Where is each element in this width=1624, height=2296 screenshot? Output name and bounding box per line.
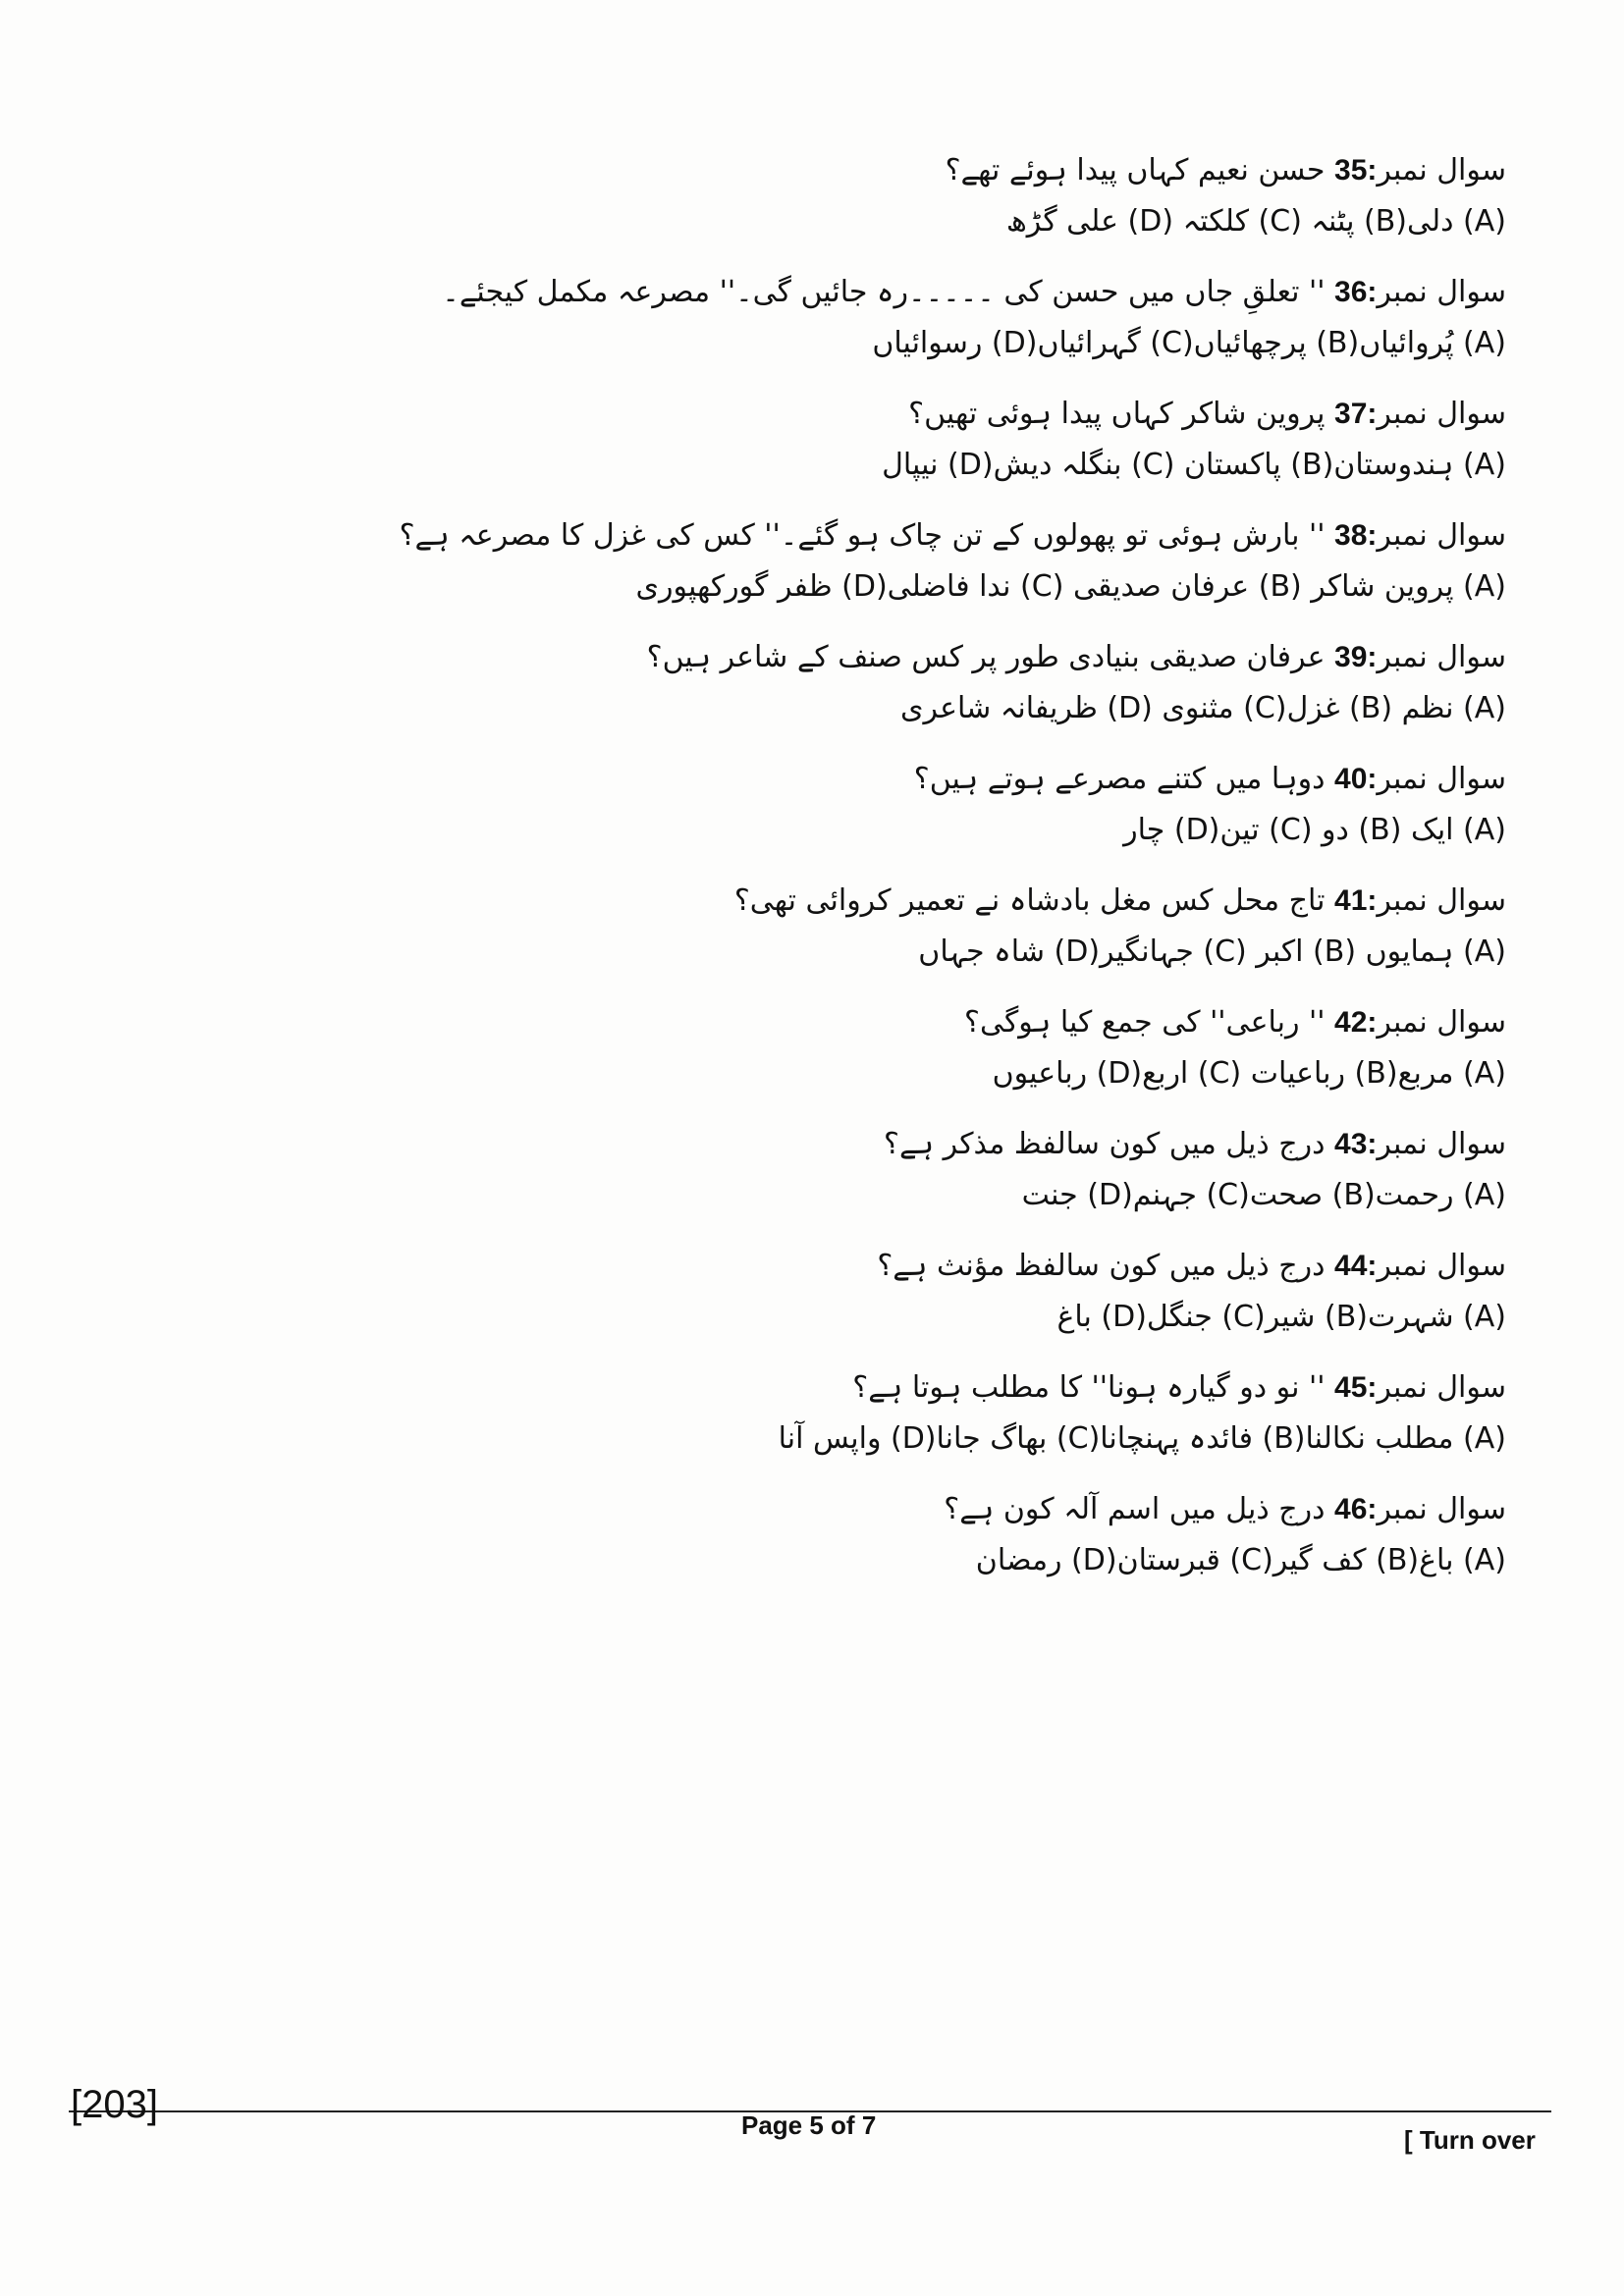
turn-over-note: [ Turn over [1404, 2125, 1536, 2155]
question-number: 36: [1334, 276, 1378, 308]
question-text [377, 269, 1506, 316]
question-42 [377, 999, 1506, 1101]
question-body: تاج محل کس مغل بادشاہ نے تعمیر کروائی تھی؟ [733, 883, 1326, 918]
question-40 [377, 756, 1506, 858]
question-body: پروین شاکر کہاں پیدا ہوئی تھیں؟ [908, 397, 1326, 431]
page-number: Page 5 of 7 [741, 2110, 877, 2140]
question-text [377, 147, 1506, 194]
question-options: (A) مطلب نکالنا(B) فائدہ پہنچانا(C) بھاگ جانا(D) واپس آنا [778, 1421, 1506, 1456]
question-prefix: سوال نمبر [1377, 1492, 1506, 1526]
question-text [377, 878, 1506, 925]
question-options: (A) دلی(B) پٹنہ (C) کلکتہ (D) علی گڑھ [1005, 204, 1506, 239]
paper-code: [203] [71, 2083, 158, 2126]
question-text [377, 756, 1506, 803]
question-41 [377, 878, 1506, 980]
question-options: (A) پُروائیاں(B) پرچھائیاں(C) گہرائیاں(D) رسوائیاں [872, 326, 1506, 360]
question-body: درج ذیل میں کون سالفظ مؤنث ہے؟ [877, 1249, 1326, 1283]
question-text [377, 634, 1506, 681]
question-number: 44: [1334, 1250, 1378, 1282]
question-body: درج ذیل میں اسم آلہ کون ہے؟ [944, 1492, 1326, 1526]
question-36 [377, 269, 1506, 371]
question-text [377, 1364, 1506, 1412]
question-43 [377, 1121, 1506, 1223]
question-37 [377, 391, 1506, 493]
question-number: 45: [1334, 1371, 1378, 1404]
question-body: درج ذیل میں کون سالفظ مذکر ہے؟ [884, 1127, 1326, 1161]
question-options: (A) ہندوستان(B) پاکستان (C) بنگلہ دیش(D) نیپال [882, 448, 1506, 482]
question-number: 39: [1334, 641, 1378, 673]
question-39 [377, 634, 1506, 736]
question-45 [377, 1364, 1506, 1467]
question-44 [377, 1243, 1506, 1345]
question-number: 38: [1334, 519, 1378, 552]
question-body: حسن نعیم کہاں پیدا ہوئے تھے؟ [945, 153, 1326, 187]
question-46 [377, 1486, 1506, 1588]
question-prefix: سوال نمبر [1377, 640, 1506, 674]
question-options: (A) رحمت(B) صحت(C) جہنم(D) جنت [1021, 1178, 1506, 1212]
question-number: 42: [1334, 1006, 1378, 1039]
question-number: 40: [1334, 763, 1378, 795]
question-list [377, 147, 1506, 1608]
question-options: (A) پروین شاکر (B) عرفان صدیقی (C) ندا فاضلی(D) ظفر گورکھپوری [635, 569, 1506, 604]
question-prefix: سوال نمبر [1377, 153, 1506, 187]
question-35 [377, 147, 1506, 249]
question-body: '' رباعی'' کی جمع کیا ہوگی؟ [964, 1005, 1326, 1040]
question-prefix: سوال نمبر [1377, 1127, 1506, 1161]
question-prefix: سوال نمبر [1377, 1005, 1506, 1040]
question-prefix: سوال نمبر [1377, 397, 1506, 431]
question-text [377, 1243, 1506, 1290]
question-text [377, 512, 1506, 560]
question-text [377, 391, 1506, 438]
question-body: عرفان صدیقی بنیادی طور پر کس صنف کے شاعر ہیں؟ [646, 640, 1326, 674]
question-prefix: سوال نمبر [1377, 1370, 1506, 1405]
question-prefix: سوال نمبر [1377, 275, 1506, 309]
question-text [377, 1486, 1506, 1533]
question-prefix: سوال نمبر [1377, 762, 1506, 796]
question-38 [377, 512, 1506, 614]
question-body: '' بارش ہوئی تو پھولوں کے تن چاک ہو گئے۔'' کس کی غزل کا مصرعہ ہے؟ [399, 518, 1326, 553]
question-number: 41: [1334, 884, 1378, 917]
question-options: (A) ہمایوں (B) اکبر (C) جہانگیر(D) شاہ جہاں [918, 934, 1506, 969]
question-options: (A) ایک (B) دو (C) تین(D) چار [1123, 813, 1506, 847]
question-body: دوہا میں کتنے مصرعے ہوتے ہیں؟ [913, 762, 1326, 796]
question-number: 43: [1334, 1128, 1378, 1160]
question-options: (A) مربع(B) رباعیات (C) اربع(D) رباعیوں [992, 1056, 1506, 1091]
question-prefix: سوال نمبر [1377, 883, 1506, 918]
question-options: (A) شہرت(B) شیر(C) جنگل(D) باغ [1056, 1300, 1506, 1334]
question-text [377, 1121, 1506, 1168]
question-options: (A) نظم (B) غزل(C) مثنوی (D) ظریفانہ شاعری [900, 691, 1506, 725]
question-body: '' تعلقِ جاں میں حسن کی ۔۔۔۔۔رہ جائیں گی۔'' مصرعہ مکمل کیجئے۔ [442, 275, 1326, 309]
question-body: '' نو دو گیارہ ہونا'' کا مطلب ہوتا ہے؟ [852, 1370, 1326, 1405]
question-prefix: سوال نمبر [1377, 518, 1506, 553]
question-number: 35: [1334, 154, 1378, 187]
question-text [377, 999, 1506, 1046]
question-number: 37: [1334, 398, 1378, 430]
question-prefix: سوال نمبر [1377, 1249, 1506, 1283]
question-number: 46: [1334, 1493, 1378, 1525]
question-options: (A) باغ(B) کف گیر(C) قبرستان(D) رمضان [975, 1543, 1506, 1577]
